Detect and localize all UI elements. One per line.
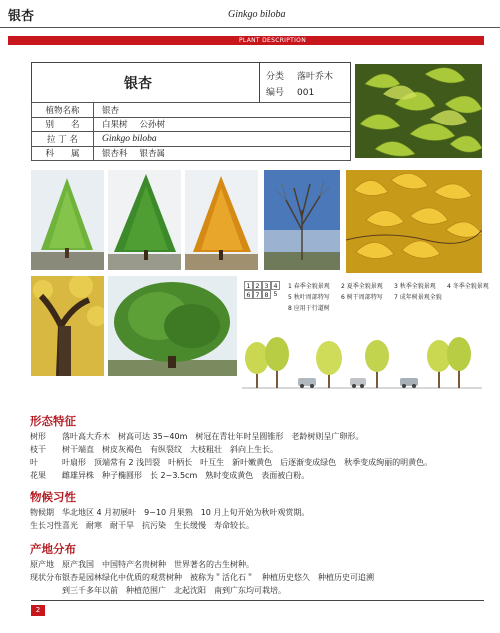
photo-number: 1 bbox=[244, 281, 253, 290]
row-label: 别 名 bbox=[32, 117, 94, 132]
legend-item: 2 夏季全貌景观 bbox=[341, 283, 383, 290]
line-value: 银杏是园林绿化中优质的观赏树种 被称为＂活化石＂ 种植历史悠久 种植历史可追溯 bbox=[62, 573, 374, 582]
row-value bbox=[94, 117, 351, 132]
body-line bbox=[30, 585, 286, 596]
photo-number: 2 bbox=[253, 281, 262, 290]
line-value: 雌雄异株 种子椭圆形 长 2~3.5cm 熟时变成黄色 表面被白粉。 bbox=[62, 471, 310, 480]
serial-value: 001 bbox=[297, 88, 315, 98]
row-value-text: 银杏科 bbox=[102, 149, 128, 160]
row-value bbox=[94, 132, 351, 147]
body-line bbox=[30, 470, 309, 481]
table-row bbox=[32, 146, 351, 161]
photo-number: 6 bbox=[244, 290, 253, 299]
classification-value: 落叶乔木 bbox=[297, 72, 334, 82]
table-row bbox=[32, 103, 351, 118]
plant-card-name: 银杏 bbox=[124, 76, 152, 92]
plant-info-table bbox=[31, 102, 351, 161]
body-line bbox=[30, 559, 254, 570]
body-line bbox=[30, 457, 432, 468]
line-value: 到三千多年以前 种植范围广 北起沈阳 南到广东均可栽培。 bbox=[62, 586, 286, 595]
header-latin-name: Ginkgo biloba bbox=[228, 9, 286, 20]
street-tree-illustration bbox=[242, 328, 482, 394]
row-label: 科 属 bbox=[32, 146, 94, 161]
row-value-text: 白果树 bbox=[102, 120, 128, 131]
card-divider bbox=[259, 63, 260, 102]
line-value: 原产我国 中国特产名贵树种 世界著名的古生树种。 bbox=[62, 560, 254, 569]
legend-item: 4 冬季全貌景观 bbox=[447, 283, 489, 290]
leaf-closeup-photo bbox=[355, 64, 482, 158]
legend-item: 6 树干周部特写 bbox=[341, 294, 383, 301]
spring-tree-photo bbox=[31, 170, 104, 270]
row-label: 拉 丁 名 bbox=[32, 132, 94, 147]
section-title-phenology: 物候习性 bbox=[30, 490, 76, 504]
line-key: 原产地 bbox=[30, 560, 54, 569]
serial-line bbox=[266, 85, 314, 98]
line-key: 现状分布 bbox=[30, 573, 62, 582]
row-value-text: 银杏 bbox=[102, 105, 120, 116]
mature-tree-photo bbox=[108, 276, 237, 376]
serial-label: 编号 bbox=[266, 88, 285, 98]
line-value: 华北地区 4 月初展叶 9~10 月果熟 10 月上旬开始为秋叶观赏期。 bbox=[62, 508, 310, 517]
photo-number: 5 bbox=[273, 290, 278, 298]
legend-item: 3 秋季全貌景观 bbox=[394, 283, 436, 290]
autumn-tree-photo bbox=[185, 170, 258, 270]
classification-line bbox=[266, 69, 333, 82]
section-banner bbox=[8, 36, 484, 45]
plant-card-heading bbox=[31, 62, 351, 102]
table-row bbox=[32, 117, 351, 132]
legend-item: 5 秋叶周部特写 bbox=[288, 294, 330, 301]
row-value-text-2: 银杏属 bbox=[139, 149, 166, 160]
section-banner-label: PLANT DESCRIPTION bbox=[239, 37, 306, 44]
line-value: 落叶高大乔木 树高可达 35~40m 树冠在青壮年时呈圆锥形 老龄树则呈广卵形。 bbox=[62, 432, 364, 441]
trunk-detail-photo bbox=[31, 276, 104, 376]
autumn-leaf-detail-photo bbox=[346, 170, 482, 273]
body-line bbox=[30, 572, 374, 583]
summer-tree-photo bbox=[108, 170, 181, 270]
table-row bbox=[32, 132, 351, 147]
photo-number: 4 bbox=[271, 281, 280, 290]
winter-tree-photo bbox=[264, 170, 340, 270]
body-line bbox=[30, 444, 278, 455]
line-key: 树形 bbox=[30, 432, 46, 441]
line-key: 物候期 bbox=[30, 508, 54, 517]
photo-number: 7 bbox=[253, 290, 262, 299]
header-rule bbox=[0, 27, 500, 28]
page-number: 2 bbox=[31, 605, 45, 616]
line-key: 枝干 bbox=[30, 445, 46, 454]
line-value: 叶扇形 顶端常有 2 浅凹裂 叶柄长 叶互生 新叶嫩黄色 后逐渐变成绿色 秋季变成绚丽的明黄色。 bbox=[62, 458, 433, 467]
line-value: 树干端直 树皮灰褐色 有纵裂纹 大枝粗壮 斜向上生长。 bbox=[62, 445, 278, 454]
body-line bbox=[30, 507, 309, 518]
photo-number: 3 bbox=[262, 281, 271, 290]
legend-item: 1 春季全貌景观 bbox=[288, 283, 330, 290]
classification-label: 分类 bbox=[266, 72, 285, 82]
body-line bbox=[30, 431, 363, 442]
legend-item: 7 成年树景观全貌 bbox=[394, 294, 442, 301]
body-line bbox=[30, 520, 254, 531]
row-value bbox=[94, 146, 351, 161]
header-title: 银杏 bbox=[8, 9, 35, 24]
line-key: 叶 bbox=[30, 458, 38, 467]
section-title-distribution: 产地分布 bbox=[30, 542, 76, 556]
line-key: 花果 bbox=[30, 471, 46, 480]
footer-rule bbox=[31, 600, 484, 601]
latin-name-value: Ginkgo biloba bbox=[102, 133, 157, 144]
line-value: 喜光 耐寒 耐干旱 抗污染 生长缓慢 寿命较长。 bbox=[62, 521, 254, 530]
section-title-morphology: 形态特征 bbox=[30, 414, 76, 428]
legend-item: 8 应用于行道树 bbox=[288, 305, 330, 312]
line-key: 生长习性 bbox=[30, 521, 62, 530]
row-label: 植物名称 bbox=[32, 103, 94, 118]
row-value-text-2: 公孙树 bbox=[139, 120, 166, 131]
row-value bbox=[94, 103, 351, 118]
photo-number: 8 bbox=[262, 290, 271, 299]
